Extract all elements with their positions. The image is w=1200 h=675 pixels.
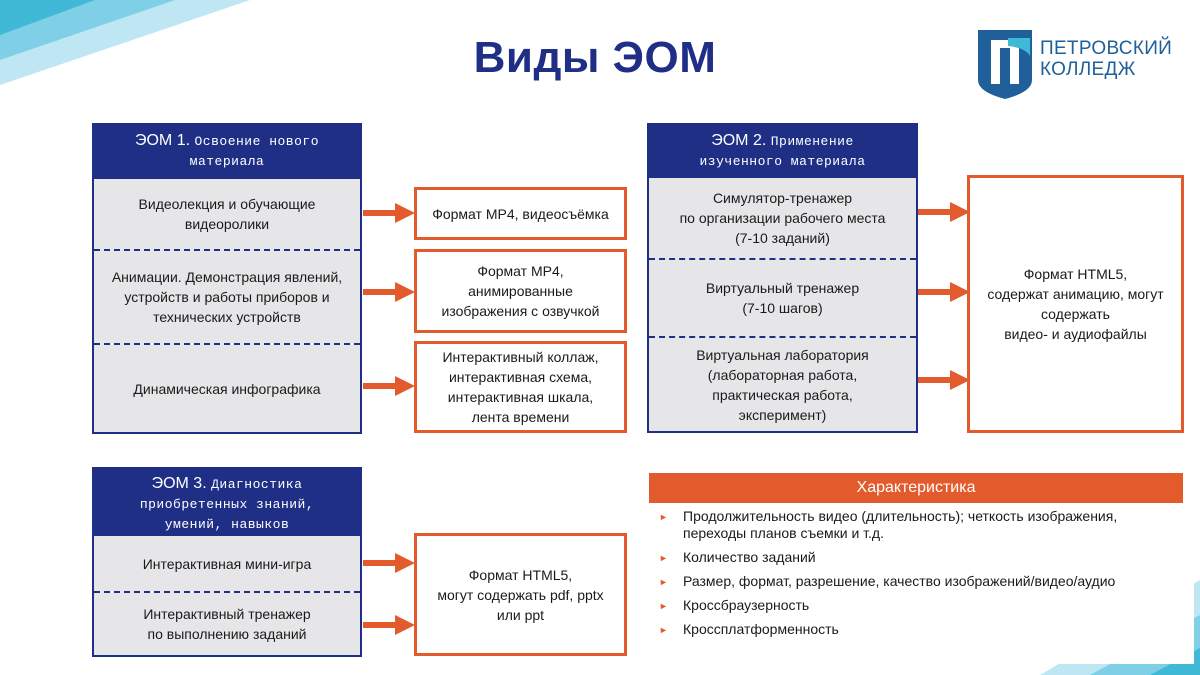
list-item [655,549,1175,566]
eom2-row-virtual-trainer [649,260,916,336]
eom1-format-interactive-line-1: Интерактивный коллаж, [442,349,599,365]
eom1-format-video-line-1: Формат MP4, видеосъёмка [432,205,609,222]
eom2-row-virtual-lab-line-2: (лабораторная работа, [707,366,858,383]
eom1-stack [92,123,362,434]
eom1-format-interactive-line-4: лента времени [471,409,570,425]
eom2-format-line-3: содержать [1041,306,1110,322]
eom1-row-video-line-2: видеоролики [184,216,270,232]
eom1-format-animation-line-1: Формат MP4, [477,263,564,279]
list-item [655,573,1175,590]
list-item [655,621,1175,638]
characteristic-line-1: Продолжительность видео (длительность); четкость изображения, [683,508,1118,524]
eom1-subtitle-1: Освоение нового [194,134,320,149]
eom1-format-interactive-line-3: интерактивная шкала, [447,389,594,405]
eom2-format-line-2: содержат анимацию, могут [987,286,1164,302]
eom3-row-trainer-line-1: Интерактивный тренажер [143,606,311,622]
eom2-row-virtual-lab [649,338,916,431]
eom2-subtitle-1: Применение [770,134,854,149]
eom2-header [649,125,916,178]
eom3-format-html5 [414,533,627,656]
eom3-header [94,469,360,536]
eom1-row-infographic-line-1: Динамическая инфографика [133,380,321,397]
triangle-bullet-icon: ► [659,553,668,563]
arrow-right-icon [918,282,970,302]
eom1-format-interactive [414,341,627,433]
arrow-right-icon [363,282,415,302]
eom1-format-video [414,187,627,240]
eom1-row-infographic [94,345,360,432]
characteristic-line-2: переходы планов съемки и т.д. [683,525,884,541]
eom1-title: ЭОМ 1. [134,132,191,149]
triangle-bullet-icon: ► [659,601,668,611]
eom3-format-line-1: Формат HTML5, [468,566,573,583]
eom1-row-video-line-1: Видеолекция и обучающие [138,196,316,212]
arrow-right-icon [363,203,415,223]
eom1-row-animation-line-1: Анимации. Демонстрация явлений, [111,269,343,285]
eom2-row-virtual-trainer-line-2: (7-10 шагов) [742,300,823,316]
triangle-bullet-icon: ► [659,512,668,522]
eom1-row-animation [94,251,360,343]
eom3-title: ЭОМ 3. [151,475,207,492]
characteristic-line-1: Кроссплатформенность [683,621,839,637]
eom2-format-line-4: видео- и аудиофайлы [1004,326,1147,342]
arrow-right-icon [918,370,970,390]
list-item [655,597,1175,614]
arrow-right-icon [918,202,970,222]
logo-line-1: ПЕТРОВСКИЙ [1040,38,1173,59]
eom3-subtitle-2: приобретенных знаний, [139,497,315,512]
eom2-subtitle-2: изученного материала [699,154,866,169]
eom1-format-animation-line-2: анимированные [468,283,573,299]
eom2-row-virtual-trainer-line-1: Виртуальный тренажер [705,280,860,296]
eom1-format-animation [414,249,627,333]
eom2-row-simulator [649,178,916,258]
eom3-subtitle-3: умений, навыков [164,517,290,532]
triangle-bullet-icon: ► [659,577,668,587]
eom1-row-animation-line-3: технических устройств [153,309,301,325]
characteristic-line-1: Кроссбраузерность [683,597,810,613]
eom3-stack [92,467,362,657]
page-title: Виды ЭОМ [473,33,717,82]
characteristic-line-1: Размер, формат, разрешение, качество изображений/видео/аудио [683,573,1116,589]
eom2-row-virtual-lab-line-3: практическая работа, [712,386,853,403]
eom1-format-animation-line-3: изображения с озвучкой [441,303,600,319]
eom1-row-animation-line-2: устройств и работы приборов и [124,289,330,305]
triangle-bullet-icon: ► [659,625,668,635]
list-item [655,508,1175,542]
eom2-row-virtual-lab-line-1: Виртуальная лаборатория [696,346,869,363]
characteristics-heading: Характеристика [649,473,1183,503]
eom2-stack [647,123,918,433]
eom2-title: ЭОМ 2. [711,132,767,149]
logo-line-2: КОЛЛЕДЖ [1040,59,1136,80]
eom2-row-virtual-lab-line-4: эксперимент) [738,406,827,423]
eom3-row-mini-game-line-1: Интерактивная мини-игра [142,555,312,572]
eom2-row-simulator-line-2: по организации рабочего места [679,210,886,226]
arrow-right-icon [363,553,415,573]
eom2-row-simulator-line-3: (7-10 заданий) [735,230,830,246]
characteristic-line-1: Количество заданий [683,549,816,565]
eom3-format-line-2: могут содержать pdf, pptx [437,586,604,603]
eom3-row-trainer [94,593,360,655]
eom2-row-simulator-line-1: Симулятор-тренажер [712,190,853,206]
characteristics-list [655,508,1175,645]
eom1-header [94,125,360,179]
eom3-row-trainer-line-2: по выполнению заданий [147,626,307,642]
arrow-right-icon [363,615,415,635]
eom3-subtitle-1: Диагностика [211,477,303,492]
eom2-format-html5 [967,175,1184,433]
eom2-format-line-1: Формат HTML5, [1023,266,1128,282]
eom1-subtitle-2: материала [189,154,265,169]
eom3-format-line-3: или ppt [496,606,545,623]
arrow-right-icon [363,376,415,396]
college-logo-text [1040,38,1172,80]
eom3-row-mini-game [94,536,360,591]
eom1-format-interactive-line-2: интерактивная схема, [448,369,593,385]
eom1-row-video [94,179,360,249]
